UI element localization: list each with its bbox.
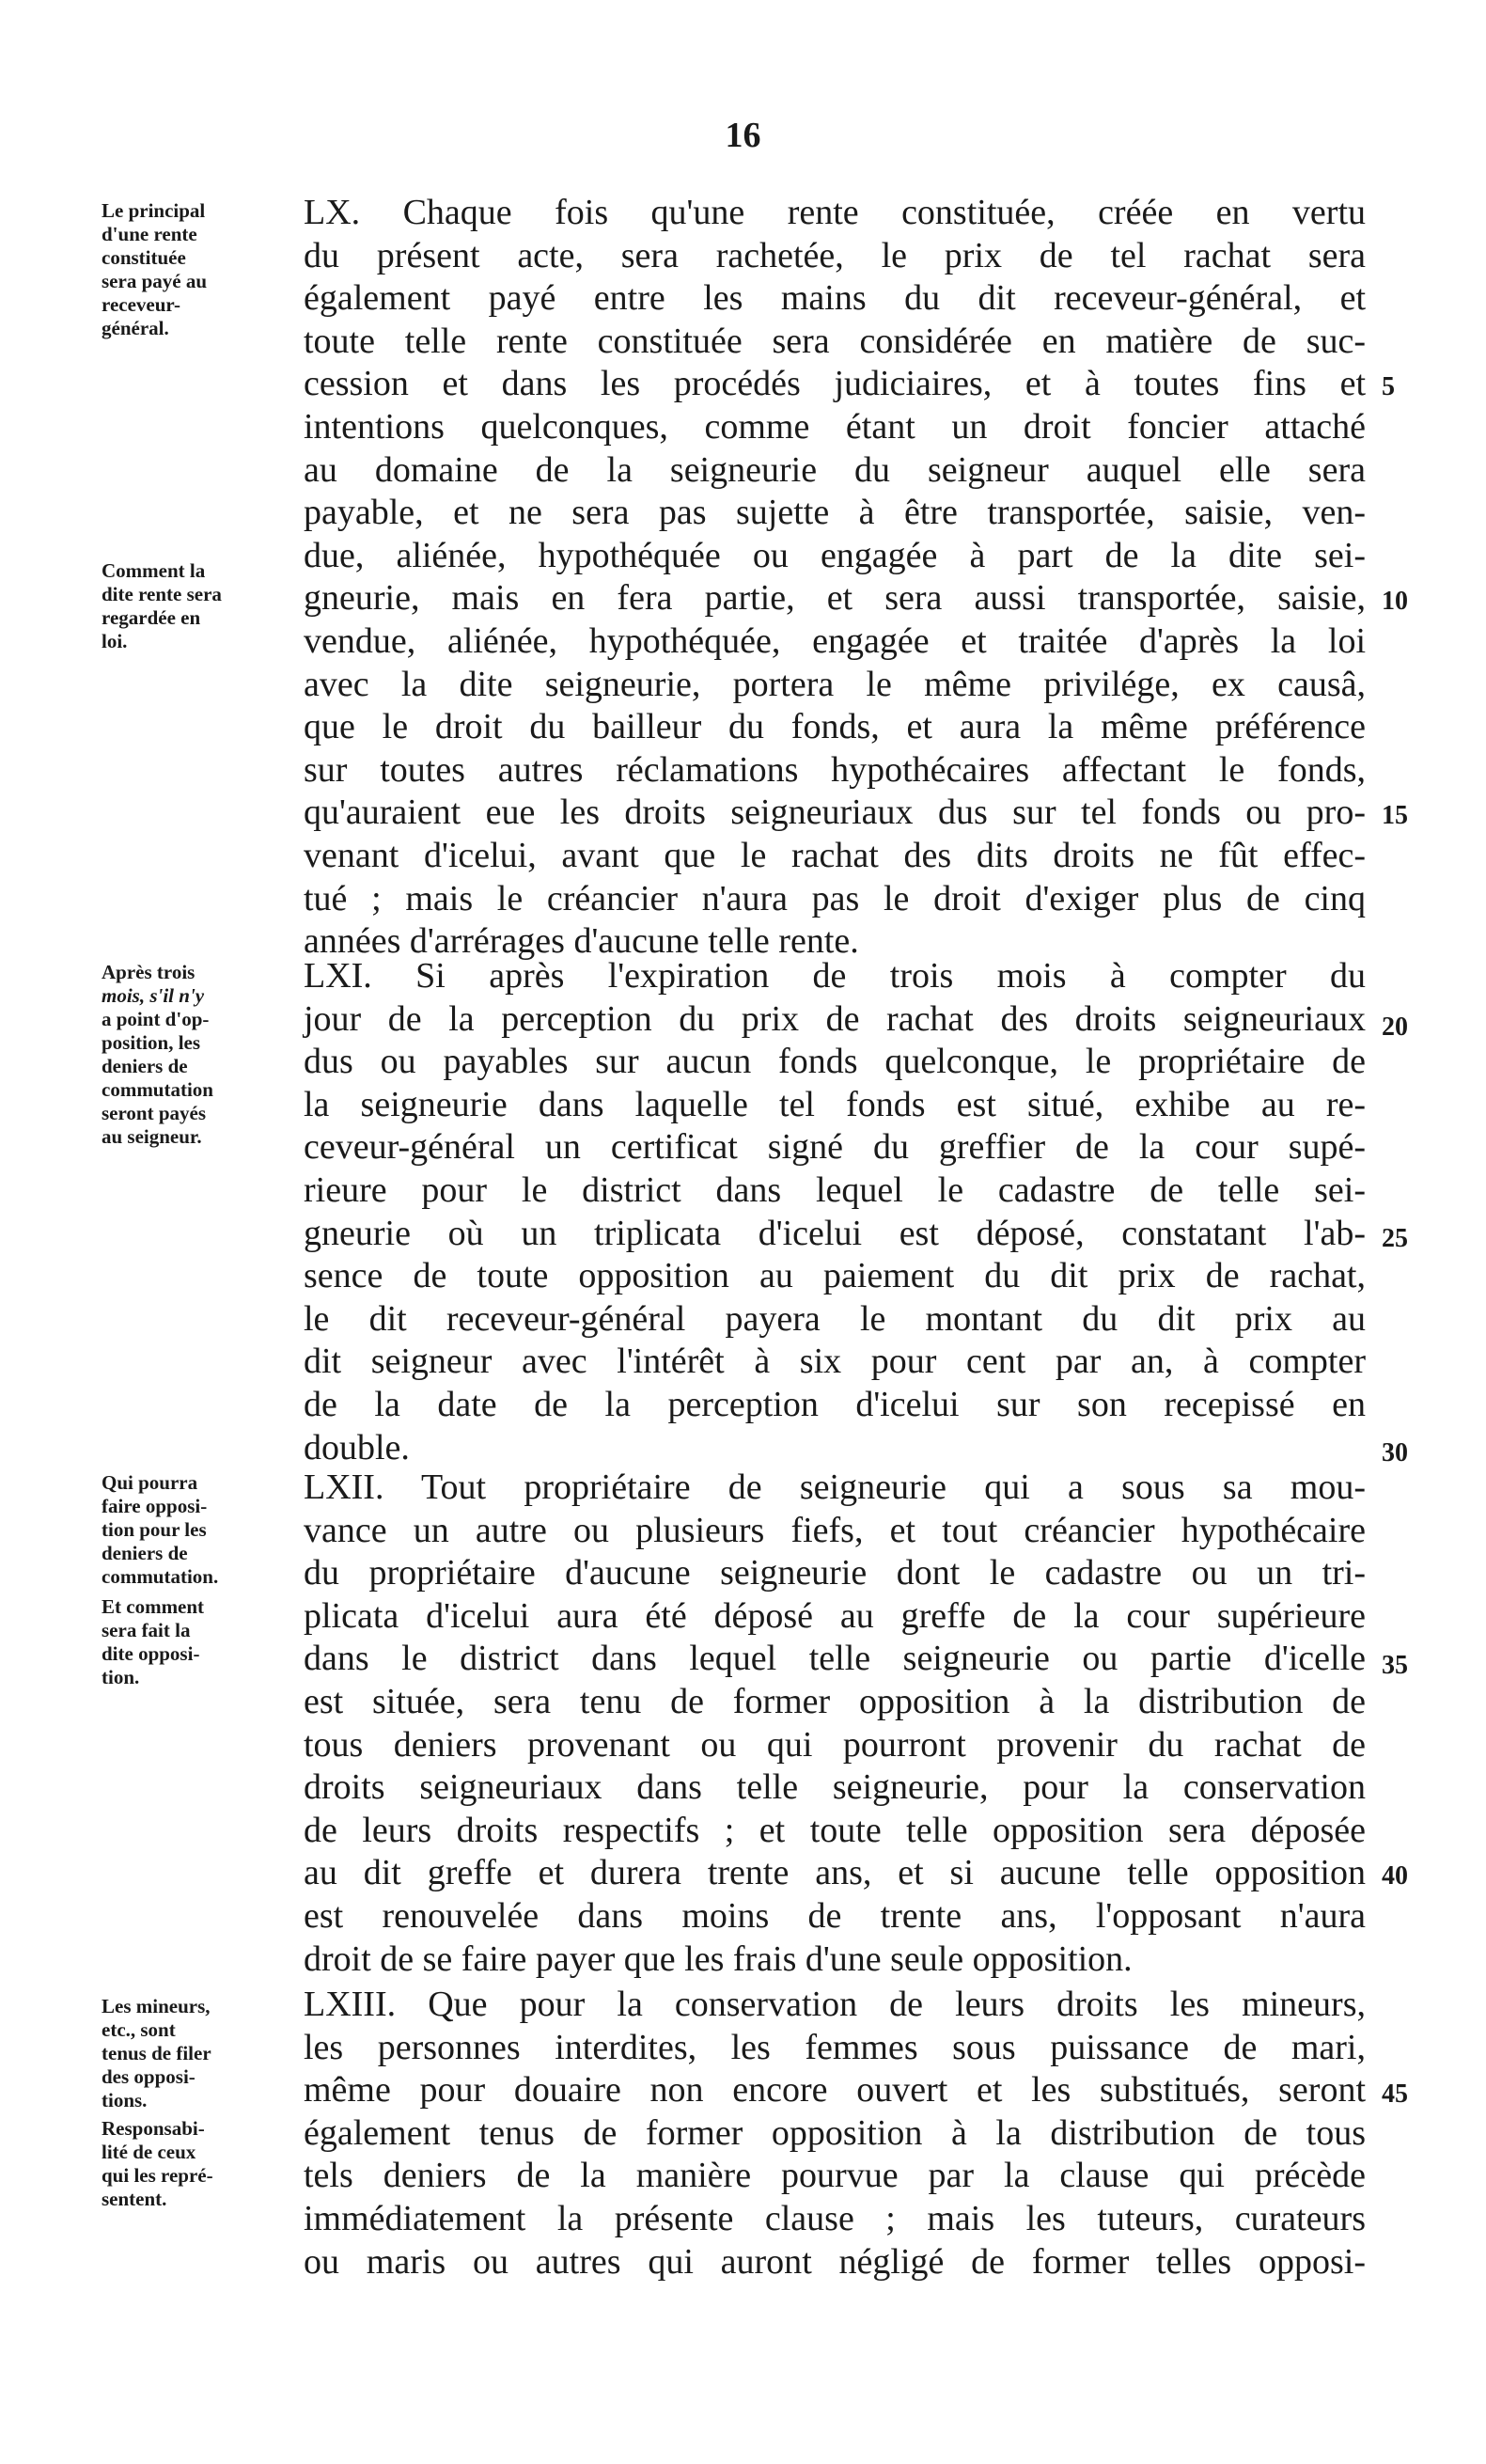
article-lxii (304, 1467, 1366, 1981)
margin-note-et-comment (102, 1595, 280, 1689)
margin-note-line: d'une rente (102, 223, 197, 245)
article-line: jour de la perception du prix de rachat des droits seigneuriaux (304, 998, 1366, 1039)
article-line: vendue, aliénée, hypothéquée, engagée et traitée d'après la loi (304, 620, 1366, 661)
margin-note-line: qui les repré- (102, 2164, 213, 2187)
line-number: 25 (1382, 1224, 1408, 1253)
margin-note-line: loi. (102, 630, 128, 652)
article-line: sur toutes autres réclamations hypothécaires affectant le fonds, (304, 749, 1366, 790)
line-number: 10 (1382, 587, 1408, 616)
article-lxiii (304, 1984, 1366, 2284)
article-line: du présent acte, sera rachetée, le prix de tel rachat sera (304, 235, 1366, 275)
article-line: les personnes interdites, les femmes sous puissance de mari, (304, 2027, 1366, 2067)
margin-note-line: tions. (102, 2089, 148, 2111)
article-line: ceveur-général un certificat signé du greffier de la cour supé- (304, 1127, 1366, 1168)
margin-note-line: tion. (102, 1666, 140, 1688)
article-line: la seigneurie dans laquelle tel fonds est situé, exhibe au re- (304, 1084, 1366, 1124)
article-line: même pour douaire non encore ouvert et les substitués, seront (304, 2070, 1366, 2111)
line-number: 45 (1382, 2079, 1408, 2109)
article-line: ou maris ou autres qui auront négligé de former telles opposi- (304, 2241, 1366, 2282)
margin-note-line: deniers de (102, 1055, 188, 1077)
margin-note-line: Qui pourra (102, 1471, 198, 1494)
margin-note-line: commutation. (102, 1565, 219, 1588)
article-line: sence de toute opposition au paiement du dit prix de rachat, (304, 1256, 1366, 1296)
margin-note-line: position, les (102, 1031, 201, 1054)
article-line: due, aliénée, hypothéquée ou engagée à part de la dite sei- (304, 535, 1366, 575)
margin-note-line: etc., sont (102, 2018, 176, 2041)
margin-note-line: Le principal (102, 199, 206, 222)
article-line: le dit receveur-général payera le montant du dit prix au (304, 1298, 1366, 1339)
article-line: dans le district dans lequel telle seigneurie ou partie d'icelle (304, 1639, 1366, 1679)
article-line: du propriétaire d'aucune seigneurie dont le cadastre ou un tri- (304, 1553, 1366, 1593)
margin-note-line: regardée en (102, 606, 201, 629)
margin-note-apres-trois-mois (102, 961, 280, 1149)
margin-note-comment-rente (102, 559, 280, 653)
article-line: que le droit du bailleur du fonds, et aura la même préférence (304, 707, 1366, 747)
margin-note-line: commutation (102, 1078, 213, 1101)
margin-note-line: constituée (102, 246, 186, 269)
article-line: toute telle rente constituée sera considérée en matière de suc- (304, 321, 1366, 361)
margin-note-line: Après trois (102, 961, 196, 983)
margin-note-line: receveur- (102, 293, 180, 316)
article-line: LXII. Tout propriétaire de seigneurie qui a sous sa mou- (304, 1467, 1366, 1507)
article-line: de leurs droits respectifs ; et toute telle opposition sera déposée (304, 1810, 1366, 1850)
line-number: 35 (1382, 1651, 1408, 1680)
margin-note-line: faire opposi- (102, 1495, 208, 1517)
article-line: vance un autre ou plusieurs fiefs, et tout créancier hypothécaire (304, 1510, 1366, 1550)
article-line: immédiatement la présente clause ; mais les tuteurs, curateurs (304, 2198, 1366, 2238)
article-line: droit de se faire payer que les frais d'une seule opposition. (304, 1938, 1133, 1979)
article-line: années d'arrérages d'aucune telle rente. (304, 921, 859, 962)
article-line: payable, et ne sera pas sujette à être transportée, saisie, ven- (304, 493, 1366, 533)
margin-note-line: général. (102, 317, 169, 339)
article-line: également tenus de former opposition à la distribution de tous (304, 2112, 1366, 2153)
article-line: LX. Chaque fois qu'une rente constituée, créée en vertu (304, 193, 1366, 232)
margin-note-line: Responsabi- (102, 2117, 205, 2140)
margin-note-line: dite rente sera (102, 583, 222, 605)
article-line: plicata d'icelui aura été déposé au greffe de la cour supérieure (304, 1595, 1366, 1636)
margin-note-line: sera fait la (102, 1619, 191, 1641)
article-line: double. (304, 1427, 410, 1467)
article-line: venant d'icelui, avant que le rachat des dits droits ne fût effec- (304, 835, 1366, 875)
article-line: tels deniers de la manière pourvue par la clause qui précède (304, 2156, 1366, 2196)
margin-note-line: Les mineurs, (102, 1995, 211, 2017)
margin-note-line: dite opposi- (102, 1642, 200, 1665)
article-line: est renouvelée dans moins de trente ans, l'opposant n'aura (304, 1895, 1366, 1936)
margin-note-line: a point d'op- (102, 1008, 210, 1030)
margin-note-line: sera payé au (102, 270, 207, 292)
article-line: tué ; mais le créancier n'aura pas le droit d'exiger plus de cinq (304, 878, 1366, 918)
margin-note-qui-pourra (102, 1471, 280, 1589)
article-line: LXIII. Que pour la conservation de leurs droits les mineurs, (304, 1985, 1366, 2024)
article-line: dus ou payables sur aucun fonds quelconque, le propriétaire de (304, 1042, 1366, 1082)
margin-note-line: lité de ceux (102, 2141, 196, 2163)
margin-note-line: mois, s'il n'y (102, 984, 205, 1007)
line-number: 15 (1382, 801, 1408, 830)
margin-note-line: au seigneur. (102, 1125, 202, 1148)
margin-note-line: Et comment (102, 1595, 205, 1618)
margin-note-line: Comment la (102, 559, 206, 582)
article-lx (304, 192, 1366, 964)
article-line: cession et dans les procédés judiciaires, et à toutes fins et (304, 364, 1366, 404)
line-number: 5 (1382, 372, 1395, 401)
article-line: dit seigneur avec l'intérêt à six pour cent par an, à compter (304, 1342, 1366, 1382)
article-line: tous deniers provenant ou qui pourront provenir du rachat de (304, 1724, 1366, 1765)
article-line: intentions quelconques, comme étant un droit foncier attaché (304, 406, 1366, 447)
margin-note-principal-rente (102, 199, 280, 340)
article-line: rieure pour le district dans lequel le cadastre de telle sei- (304, 1169, 1366, 1210)
line-number: 20 (1382, 1012, 1408, 1042)
article-line: gneurie, mais en fera partie, et sera aussi transportée, saisie, (304, 578, 1366, 619)
article-line: de la date de la perception d'icelui sur son recepissé en (304, 1384, 1366, 1424)
margin-note-line: sentent. (102, 2188, 167, 2210)
line-number: 30 (1382, 1438, 1408, 1467)
margin-note-line: deniers de (102, 1542, 188, 1564)
article-lxi (304, 955, 1366, 1469)
margin-note-responsabilite (102, 2117, 280, 2211)
margin-note-les-mineurs (102, 1995, 280, 2112)
article-line: avec la dite seigneurie, portera le même privilége, ex causâ, (304, 664, 1366, 704)
article-line: qu'auraient eue les droits seigneuriaux dus sur tel fonds ou pro- (304, 793, 1366, 833)
article-line: au dit greffe et durera trente ans, et si aucune telle opposition (304, 1853, 1366, 1893)
article-line: LXI. Si après l'expiration de trois mois à compter du (304, 956, 1366, 996)
margin-note-line: des opposi- (102, 2065, 196, 2088)
article-line: est située, sera tenu de former opposition à la distribution de (304, 1681, 1366, 1721)
line-number: 40 (1382, 1861, 1408, 1891)
margin-note-line: seront payés (102, 1102, 207, 1124)
article-line: droits seigneuriaux dans telle seigneurie, pour la conservation (304, 1767, 1366, 1808)
margin-note-line: tion pour les (102, 1518, 207, 1541)
article-line: gneurie où un triplicata d'icelui est déposé, constatant l'ab- (304, 1213, 1366, 1253)
article-line: au domaine de la seigneurie du seigneur auquel elle sera (304, 449, 1366, 490)
page-number: 16 (725, 116, 761, 155)
margin-note-line: tenus de filer (102, 2042, 211, 2064)
article-line: également payé entre les mains du dit receveur-général, et (304, 278, 1366, 319)
